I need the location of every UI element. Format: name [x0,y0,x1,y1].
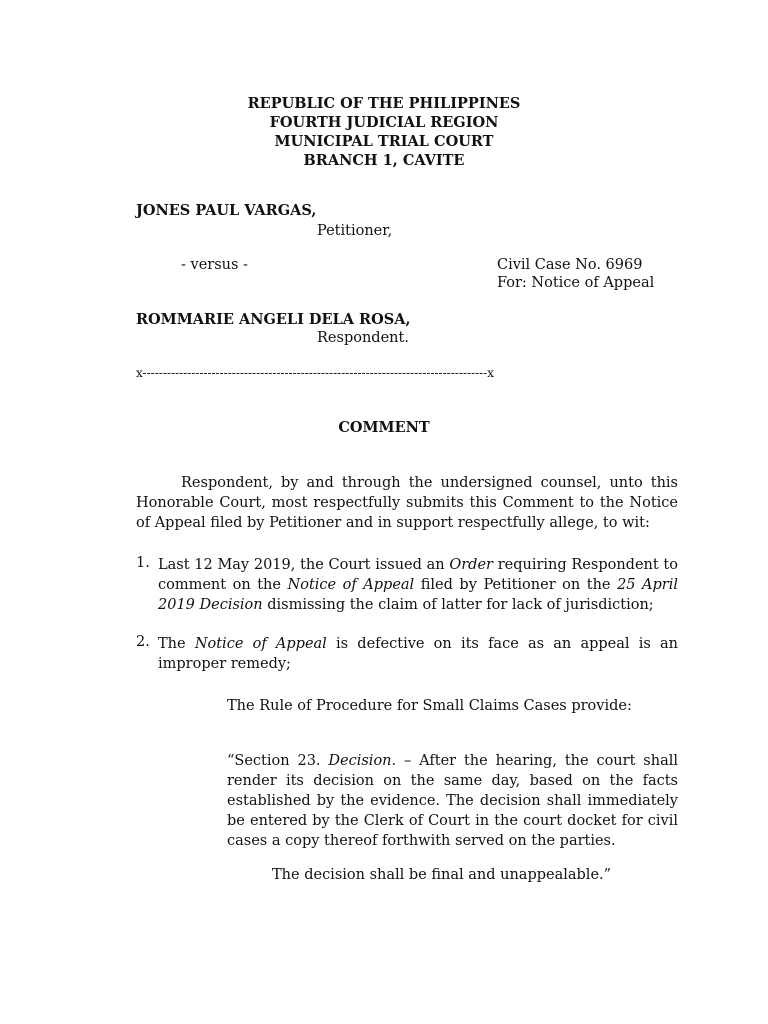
header-region: FOURTH JUDICIAL REGION [269,114,499,131]
item-2-number: 2. [136,634,150,650]
case-subject: For: Notice of Appeal [497,275,655,291]
item-1-line-2: comment on the Notice of Appeal filed by Petitioner on the 25 April [158,577,679,593]
item-2-text [158,634,678,674]
header-court: MUNICIPAL TRIAL COURT [274,133,494,150]
rule-intro: The Rule of Procedure for Small Claims Cases provide: [227,698,632,714]
petitioner-label: Petitioner, [317,223,393,239]
petitioner-name: JONES PAUL VARGAS, [136,202,317,219]
quote-line-4: be entered by the Clerk of Court in the court docket for civil [227,813,678,829]
quoted-rule [227,751,678,851]
quote-line-2: render its decision on the same day, based on the facts [227,773,678,789]
quote-line-3: established by the evidence. The decision shall immediately [227,793,678,809]
case-number: Civil Case No. 6969 [497,257,643,273]
item-1-line-1: Last 12 May 2019, the Court issued an Order requiring Respondent to [158,557,678,573]
item-1-line-3: 2019 Decision dismissing the claim of latter for lack of jurisdiction; [158,597,654,613]
header-branch: BRANCH 1, CAVITE [303,152,465,169]
quote-line-1: “Section 23. Decision. – After the hearing, the court shall [227,753,678,769]
caption-separator: x-------------------------------------------------------------------------------------x [136,366,494,380]
quote-final-line: The decision shall be final and unappealable.” [272,867,612,883]
intro-paragraph [136,473,678,533]
versus-text: - versus - [181,257,248,273]
document-title: COMMENT [338,419,430,436]
item-1-text [158,555,678,615]
intro-line-3: of Appeal filed by Petitioner and in support respectfully allege, to wit: [136,515,650,531]
header-republic: REPUBLIC OF THE PHILIPPINES [247,95,521,112]
quote-line-5: cases a copy thereof forthwith served on the parties. [227,833,616,849]
intro-line-2: Honorable Court, most respectfully submits this Comment to the Notice [136,495,678,511]
item-2-line-1: The Notice of Appeal is defective on its face as an appeal is an [158,636,679,652]
item-2-line-2: improper remedy; [158,656,291,672]
respondent-name: ROMMARIE ANGELI DELA ROSA, [136,311,411,328]
respondent-label: Respondent. [317,330,409,346]
intro-line-1: Respondent, by and through the undersigned counsel, unto this [181,475,678,491]
item-1-number: 1. [136,555,150,571]
